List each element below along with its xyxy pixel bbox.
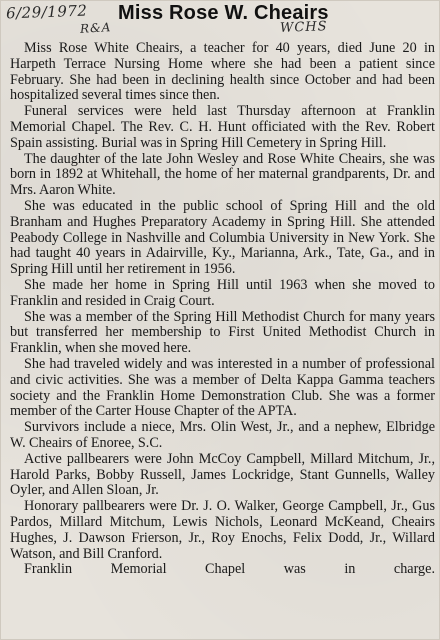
- handwritten-corner-note: WCHS: [279, 19, 328, 36]
- paragraph: Active pallbearers were John McCoy Campbell, Millard Mitchum, Jr., Harold Parks, Bobby Russell, James Lockridge, Stant Gunnells, Walley Oyler, and Allen Sloan, Jr.: [10, 450, 435, 499]
- obituary-headline: Miss Rose W. Cheairs: [118, 2, 329, 24]
- paragraph: She was educated in the public school of Spring Hill and the old Branham and Hughes Preparatory Academy in Spring Hill. She attended Peabody College in Nashville and Columbia University in New York. She had taught 40 years in Adairville, Ky., Marianna, Ark., Tate, Ga., and in Spring Hill until her retirement in 1956.: [10, 197, 435, 278]
- handwritten-date: 6/29/1972: [5, 1, 88, 23]
- paragraph: Funeral services were held last Thursday afternoon at Franklin Memorial Chapel. The Rev. C. H. Hunt officiated with the Rev. Robert Spain assisting. Burial was in Spring Hill Cemetery in Spring Hill.: [10, 103, 435, 151]
- paragraph: She made her home in Spring Hill until 1963 when she moved to Franklin and resided in Craig Court.: [10, 276, 435, 309]
- paragraph: The daughter of the late John Wesley and Rose White Cheairs, she was born in 1892 at Whitehall, the home of her maternal grandparents, Dr. and Mrs. Aaron White.: [10, 150, 435, 199]
- obituary-body: [10, 41, 435, 578]
- paragraph: Honorary pallbearers were Dr. J. O. Walker, George Campbell, Jr., Gus Pardos, Millard Mitchum, Lewis Nichols, Leonard McKeand, Cheairs Hughes, J. Dawson Frierson, Jr., Roy Enochs, Felix Dodd, Jr., Willard Watson, and Bill Cranford.: [10, 498, 435, 562]
- paragraph: She was a member of the Spring Hill Methodist Church for many years but transferred her membership to First United Methodist Church in Franklin, when she moved here.: [10, 308, 435, 357]
- handwritten-initials: R&A: [79, 20, 112, 36]
- signoff-line: Franklin Memorial Chapel was in charge.: [24, 561, 435, 578]
- paragraph: She had traveled widely and was interested in a number of professional and civic activities. She was a member of Delta Kappa Gamma teachers society and the Franklin Home Demonstration Club. She was a former member of the Carter House Chapter of the APTA.: [10, 355, 435, 420]
- paragraph: Miss Rose White Cheairs, a teacher for 40 years, died June 20 in Harpeth Terrace Nursing Home where she had been a patient since February. She had been in declining health since October and had been hospitalized several times since then.: [10, 40, 435, 104]
- paragraph: Survivors include a niece, Mrs. Olin West, Jr., and a nephew, Elbridge W. Cheairs of Enoree, S.C.: [10, 419, 435, 451]
